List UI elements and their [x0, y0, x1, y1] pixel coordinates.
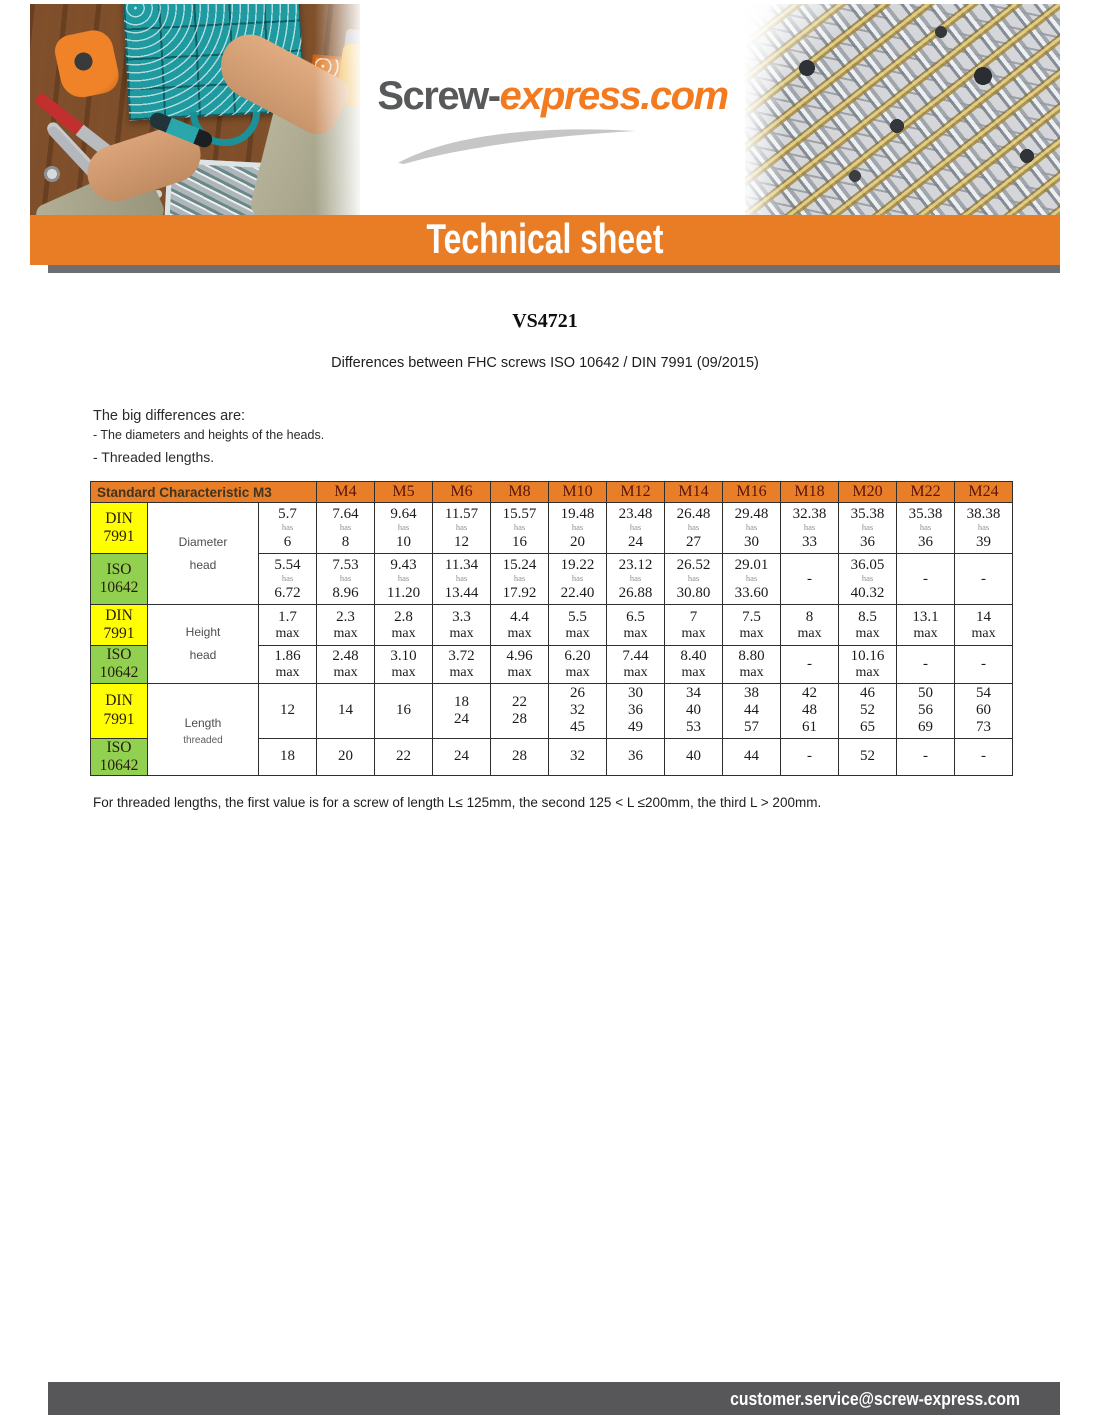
- drill-tool-shape: [329, 42, 360, 156]
- small-parts-box-shape: [309, 54, 353, 101]
- value-m20-din-7991: 35.38 has 36: [839, 503, 897, 554]
- value-m3-din-7991: 1.7 max: [259, 605, 317, 646]
- value-m8-din-7991: 4.4 max: [491, 605, 549, 646]
- intro-text: [93, 408, 324, 465]
- standard-label-iso-10642: ISO 10642: [91, 738, 148, 776]
- divider-bar: [48, 265, 1060, 273]
- intro-line-3: - Threaded lengths.: [93, 449, 215, 465]
- value-m12-din-7991: 23.48 has 24: [607, 503, 665, 554]
- value-m6-din-7991: 3.3 max: [433, 605, 491, 646]
- logo: [360, 4, 745, 215]
- column-header-m10: M10: [549, 482, 607, 503]
- value-m22-din-7991: 13.1 max: [897, 605, 955, 646]
- document-title: VS4721: [512, 310, 578, 332]
- value-m18-iso-10642: -: [781, 554, 839, 605]
- banner-title: Technical sheet: [426, 215, 664, 262]
- value-m24-iso-10642: -: [955, 646, 1013, 684]
- value-m3-iso-10642: 1.86 max: [259, 646, 317, 684]
- value-m22-iso-10642: -: [897, 738, 955, 776]
- value-m10-din-7991: 5.5 max: [549, 605, 607, 646]
- value-m22-din-7991: 35.38 has 36: [897, 503, 955, 554]
- value-m24-din-7991: 14 max: [955, 605, 1013, 646]
- value-m14-din-7991: 26.48 has 27: [665, 503, 723, 554]
- value-m6-din-7991: 11.57 has 12: [433, 503, 491, 554]
- spec-table: [90, 481, 1013, 776]
- column-header-m12: M12: [607, 482, 665, 503]
- value-m24-din-7991: 54 60 73: [955, 683, 1013, 738]
- column-header-m8: M8: [491, 482, 549, 503]
- column-header-m18: M18: [781, 482, 839, 503]
- logo-text: [360, 74, 745, 119]
- value-m5-iso-10642: 9.43 has 11.20: [375, 554, 433, 605]
- spec-table-body: [91, 503, 1013, 776]
- value-m3-din-7991: 5.7 has 6: [259, 503, 317, 554]
- value-m22-iso-10642: -: [897, 646, 955, 684]
- value-m3-iso-10642: 5.54 has 6.72: [259, 554, 317, 605]
- value-m12-din-7991: 6.5 max: [607, 605, 665, 646]
- value-m24-iso-10642: -: [955, 738, 1013, 776]
- value-m22-iso-10642: -: [897, 554, 955, 605]
- standard-label-din-7991: DIN 7991: [91, 503, 148, 554]
- column-header-m24: M24: [955, 482, 1013, 503]
- value-m14-iso-10642: 40: [665, 738, 723, 776]
- value-m8-iso-10642: 4.96 max: [491, 646, 549, 684]
- value-m6-iso-10642: 11.34 has 13.44: [433, 554, 491, 605]
- value-m4-din-7991: 14: [317, 683, 375, 738]
- intro-line-1: The big differences are:: [93, 408, 246, 424]
- value-m5-din-7991: 2.8 max: [375, 605, 433, 646]
- value-m6-din-7991: 18 24: [433, 683, 491, 738]
- value-m4-iso-10642: 7.53 has 8.96: [317, 554, 375, 605]
- footer-bar: [48, 1382, 1060, 1415]
- value-m20-iso-10642: 52: [839, 738, 897, 776]
- table-row: [91, 683, 1013, 738]
- spec-table-head: [91, 482, 1013, 503]
- value-m5-iso-10642: 22: [375, 738, 433, 776]
- value-m6-iso-10642: 24: [433, 738, 491, 776]
- value-m18-din-7991: 42 48 61: [781, 683, 839, 738]
- logo-text-screw: Screw-: [377, 74, 500, 118]
- standard-label-iso-10642: ISO 10642: [91, 646, 148, 684]
- value-m3-iso-10642: 18: [259, 738, 317, 776]
- value-m24-iso-10642: -: [955, 554, 1013, 605]
- value-m12-iso-10642: 36: [607, 738, 665, 776]
- characteristic-label-height: Height head: [148, 605, 259, 684]
- value-m12-iso-10642: 23.12 has 26.88: [607, 554, 665, 605]
- value-m5-din-7991: 16: [375, 683, 433, 738]
- value-m18-iso-10642: -: [781, 738, 839, 776]
- value-m4-din-7991: 2.3 max: [317, 605, 375, 646]
- characteristic-label-diameter: Diameter head: [148, 503, 259, 605]
- standard-label-din-7991: DIN 7991: [91, 683, 148, 738]
- column-header-m20: M20: [839, 482, 897, 503]
- value-m12-iso-10642: 7.44 max: [607, 646, 665, 684]
- value-m8-din-7991: 22 28: [491, 683, 549, 738]
- value-m18-iso-10642: -: [781, 646, 839, 684]
- value-m24-din-7991: 38.38 has 39: [955, 503, 1013, 554]
- value-m10-iso-10642: 19.22 has 22.40: [549, 554, 607, 605]
- value-m5-iso-10642: 3.10 max: [375, 646, 433, 684]
- value-m20-iso-10642: 10.16 max: [839, 646, 897, 684]
- value-m20-din-7991: 46 52 65: [839, 683, 897, 738]
- value-m12-din-7991: 30 36 49: [607, 683, 665, 738]
- intro-line-2: - The diameters and heights of the heads.: [93, 428, 325, 442]
- standard-label-iso-10642: ISO 10642: [91, 554, 148, 605]
- footer-email: customer.service@screw-express.com: [730, 1388, 1020, 1409]
- value-m18-din-7991: 8 max: [781, 605, 839, 646]
- value-m22-din-7991: 50 56 69: [897, 683, 955, 738]
- table-header-row: [91, 482, 1013, 503]
- value-m14-iso-10642: 8.40 max: [665, 646, 723, 684]
- value-m16-din-7991: 29.48 has 30: [723, 503, 781, 554]
- table-header-standard-characteristic: Standard Characteristic M3: [91, 482, 317, 503]
- standard-label-din-7991: DIN 7991: [91, 605, 148, 646]
- column-header-m16: M16: [723, 482, 781, 503]
- value-m8-iso-10642: 28: [491, 738, 549, 776]
- value-m14-din-7991: 34 40 53: [665, 683, 723, 738]
- value-m20-iso-10642: 36.05 has 40.32: [839, 554, 897, 605]
- value-m16-din-7991: 7.5 max: [723, 605, 781, 646]
- value-m4-din-7991: 7.64 has 8: [317, 503, 375, 554]
- workbench-photo: [30, 4, 360, 215]
- banner: [30, 215, 1060, 265]
- value-m14-din-7991: 7 max: [665, 605, 723, 646]
- value-m18-din-7991: 32.38 has 33: [781, 503, 839, 554]
- value-m10-din-7991: 19.48 has 20: [549, 503, 607, 554]
- column-header-m22: M22: [897, 482, 955, 503]
- column-header-m14: M14: [665, 482, 723, 503]
- value-m16-iso-10642: 29.01 has 33.60: [723, 554, 781, 605]
- value-m14-iso-10642: 26.52 has 30.80: [665, 554, 723, 605]
- value-m5-din-7991: 9.64 has 10: [375, 503, 433, 554]
- column-header-m5: M5: [375, 482, 433, 503]
- value-m8-iso-10642: 15.24 has 17.92: [491, 554, 549, 605]
- value-m10-din-7991: 26 32 45: [549, 683, 607, 738]
- spec-table-wrap: [90, 481, 1013, 776]
- value-m10-iso-10642: 6.20 max: [549, 646, 607, 684]
- value-m6-iso-10642: 3.72 max: [433, 646, 491, 684]
- footnote: For threaded lengths, the first value is for a screw of length L≤ 125mm, the second 125 < L ≤200mm, the third L > 200mm.: [93, 795, 822, 810]
- value-m3-din-7991: 12: [259, 683, 317, 738]
- value-m8-din-7991: 15.57 has 16: [491, 503, 549, 554]
- table-row: [91, 605, 1013, 646]
- logo-text-express: express.com: [499, 74, 728, 118]
- screws-pile-photo: [745, 4, 1060, 215]
- column-header-m4: M4: [317, 482, 375, 503]
- value-m4-iso-10642: 20: [317, 738, 375, 776]
- logo-swoosh-icon: [390, 123, 640, 165]
- value-m20-din-7991: 8.5 max: [839, 605, 897, 646]
- document-subtitle: Differences between FHC screws ISO 10642 / DIN 7991 (09/2015): [331, 355, 759, 371]
- measuring-tape-shape: [52, 27, 122, 102]
- value-m4-iso-10642: 2.48 max: [317, 646, 375, 684]
- table-row: [91, 503, 1013, 554]
- value-m16-iso-10642: 44: [723, 738, 781, 776]
- value-m16-iso-10642: 8.80 max: [723, 646, 781, 684]
- value-m16-din-7991: 38 44 57: [723, 683, 781, 738]
- value-m10-iso-10642: 32: [549, 738, 607, 776]
- characteristic-label-length: Length threaded: [148, 683, 259, 776]
- column-header-m6: M6: [433, 482, 491, 503]
